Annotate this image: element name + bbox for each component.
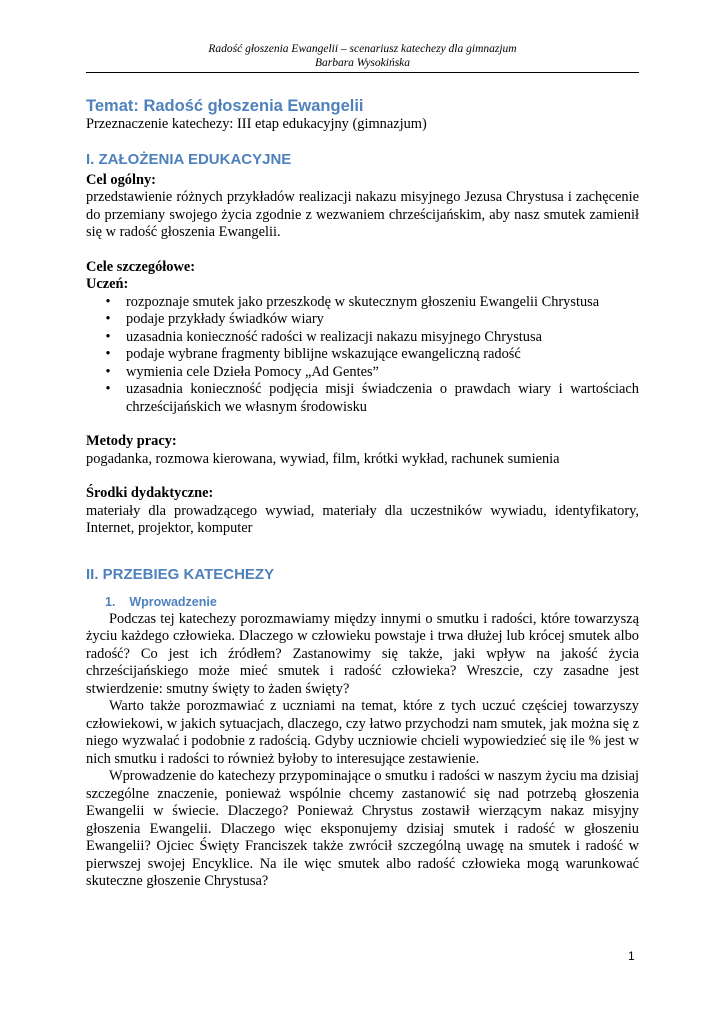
header-author: Barbara Wysokińska: [314, 57, 411, 69]
methods-label: Metody pracy:: [86, 433, 177, 449]
list-item: • wymienia cele Dzieła Pomocy „Ad Gentes”: [86, 364, 639, 382]
student-label: Uczeń:: [86, 276, 129, 292]
objectives-list: [86, 294, 639, 417]
methods-text: pogadanka, rozmowa kierowana, wywiad, film, krótki wykład, rachunek sumienia: [86, 450, 560, 467]
lesson-title: Temat: Radość głoszenia Ewangelii: [86, 97, 364, 115]
paragraph: Wprowadzenie do katechezy przypominające o smutku i radości w naszym życiu ma dzisiaj szczególne znaczenie, ponieważ wspólnie chcemy zastanowić się nad potrzebą głoszenia Ewangelii w świecie. Dlaczego? Ponieważ Chrystus zostawił wierzącym nakaz misyjny głoszenia Ewangelii. Dlaczego więc eksponujemy dzisiaj smutek i radość w głoszeniu Ewangelii? Ojciec Święty Franciszek także zwrócił szczególną uwagę na smutek i radość w pierwszej swojej Encyklice. Na ile więc smutek albo radość człowieka mogą warunkować skuteczne głoszenie Chrystusa?: [86, 768, 639, 889]
page-header: [86, 42, 639, 73]
list-item: • podaje przykłady świadków wiary: [86, 311, 639, 329]
paragraph: Warto także porozmawiać z uczniami na temat, które z tych uczuć częściej towarzyszy człowiekowi, w jakich sytuacjach, dlaczego, czy łatwo przychodzi nam smutek, jak można się z niego wyzwalać i podobnie z radością. Gdyby uczniowie chcieli wypowiedzieć się ile % jest w nich smutku i radości to również byłoby to interesujące zestawienie.: [86, 698, 639, 767]
bullet-icon: •: [105, 363, 111, 380]
bullet-icon: •: [105, 311, 111, 327]
bullet-icon: •: [105, 328, 111, 345]
detailed-goals-label: Cele szczegółowe:: [86, 258, 196, 275]
section-heading-educational-assumptions: I. ZAŁOŻENIA EDUKACYJNE: [86, 150, 292, 168]
subsection-heading-introduction: 1. Wprowadzenie: [105, 594, 217, 609]
general-goal-text: przedstawienie różnych przykładów realizacji nakazu misyjnego Jezusa Chrystusa i zachęcenie do przemiany swojego życia zgodnie z wezwaniem chrześcijańskim, aby nasz smutek zamienił się w radość głoszenia Ewangelii.: [86, 189, 639, 240]
list-item: • uzasadnia konieczność radości w realizacji nakazu misyjnego Chrystusa: [86, 329, 639, 347]
list-item: • rozpoznaje smutek jako przeszkodę w skutecznym głoszeniu Ewangelii Chrystusa: [86, 294, 639, 312]
page-number: 1: [628, 949, 635, 963]
section-heading-lesson-course: II. PRZEBIEG KATECHEZY: [86, 565, 275, 583]
lesson-purpose: Przeznaczenie katechezy: III etap edukacyjny (gimnazjum): [86, 116, 427, 132]
didactic-means-label: Środki dydaktyczne:: [86, 485, 214, 501]
bullet-icon: •: [105, 346, 111, 362]
paragraph: Podczas tej katechezy porozmawiamy między innymi o smutku i radości, które towarzyszą życiu każdego człowieka. Dlaczego w człowieku powstaje i trwa dłużej lub krócej smutek albo radość? Co jest ich źródłem? Zastanowimy się także, jaki wpływ na jakość życia chrześcijańskiego może mieć smutek i radość człowieka? Wreszcie, czy zasadne jest stwierdzenie: smutny święty to żaden święty?: [86, 610, 639, 697]
list-item: • uzasadnia konieczność podjęcia misji świadczenia o prawdach wiary i wartościach chrześcijańskich we własnym środowisku: [86, 381, 639, 416]
page-content: [86, 96, 639, 891]
didactic-means-text: materiały dla prowadzącego wywiad, materiały dla uczestników wywiadu, identyfikatory, Internet, projektor, komputer: [86, 502, 639, 536]
bullet-icon: •: [105, 381, 111, 397]
list-item: • podaje wybrane fragmenty biblijne wskazujące ewangeliczną radość: [86, 346, 639, 364]
bullet-icon: •: [105, 293, 111, 310]
general-goal-label: Cel ogólny:: [86, 171, 156, 188]
header-title: Radość głoszenia Ewangelii – scenariusz katechezy dla gimnazjum: [208, 43, 517, 55]
